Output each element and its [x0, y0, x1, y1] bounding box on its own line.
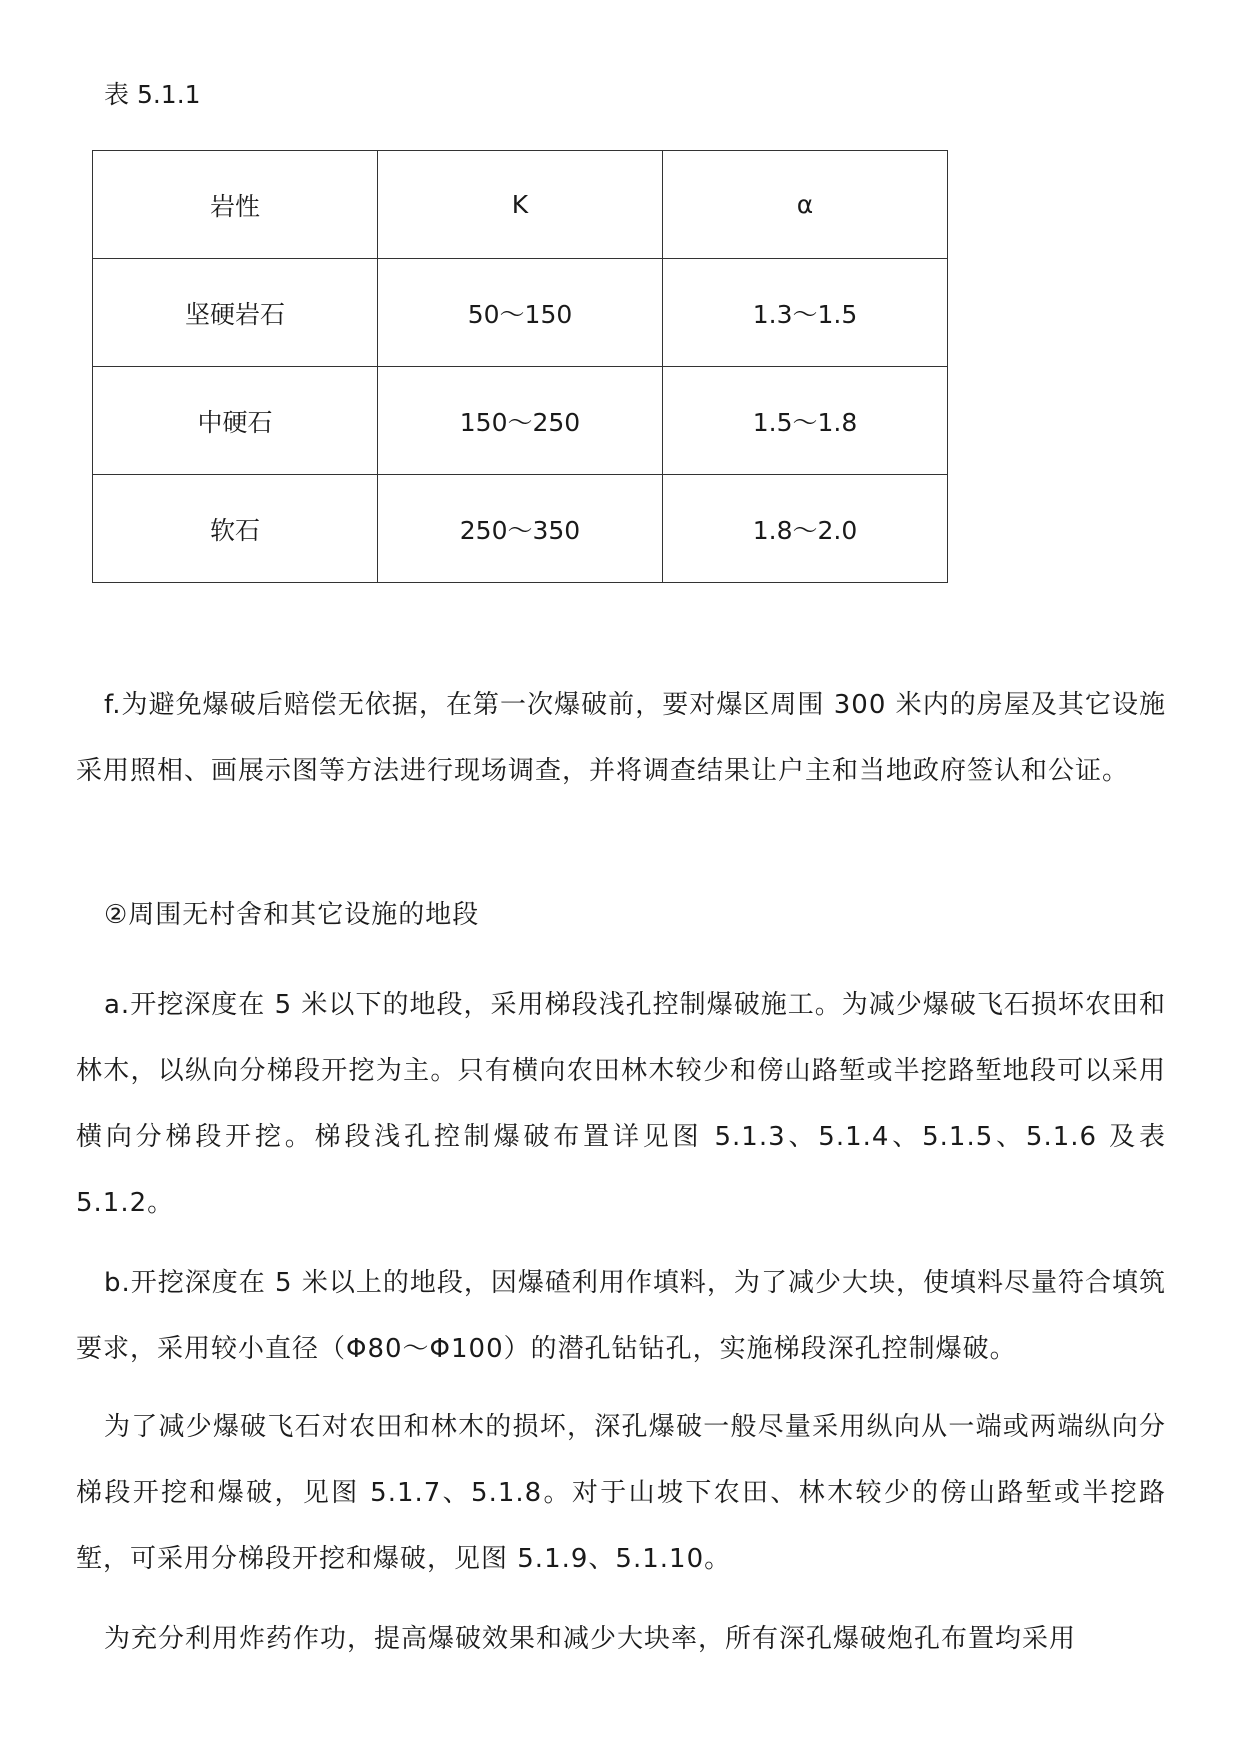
- paragraph-shallow-blasting: a.开挖深度在 5 米以下的地段，采用梯段浅孔控制爆破施工。为减少爆破飞石损坏农田和林木，以纵向分梯段开挖为主。只有横向农田林木较少和傍山路堑或半挖路堑地段可以采用横向分梯段开挖。梯段浅孔控制爆破布置详见图 5.1.3、5.1.4、5.1.5、5.1.6 及表 5.1.2。: [76, 990, 1166, 1218]
- header-rock-type: 岩性: [93, 151, 378, 259]
- paragraph-flyrock-reduction: 为了减少爆破飞石对农田和林木的损坏，深孔爆破一般尽量采用纵向从一端或两端纵向分梯段开挖和爆破，见图 5.1.7、5.1.8。对于山坡下农田、林木较少的傍山路堑或半挖路堑，可采用分梯段开挖和爆破，见图 5.1.9、5.1.10。: [76, 1412, 1166, 1574]
- table-cell-alpha: 1.3～1.5: [663, 259, 948, 367]
- table-header-row: [93, 151, 948, 259]
- table-cell-k: 150～250: [378, 367, 663, 475]
- table-cell-k: 50～150: [378, 259, 663, 367]
- table-cell-rock-type: 软石: [93, 475, 378, 583]
- paragraph-section-heading: ②周围无村舍和其它设施的地段: [104, 900, 480, 930]
- rock-parameter-table: [92, 150, 948, 583]
- table-cell-alpha: 1.5～1.8: [663, 367, 948, 475]
- header-k: K: [378, 151, 663, 259]
- table-cell-k: 250～350: [378, 475, 663, 583]
- paragraph-survey: f.为避免爆破后赔偿无依据，在第一次爆破前，要对爆区周围 300 米内的房屋及其它设施采用照相、画展示图等方法进行现场调查，并将调查结果让户主和当地政府签认和公证。: [76, 690, 1166, 786]
- table-cell-alpha: 1.8～2.0: [663, 475, 948, 583]
- paragraph-deep-blasting: b.开挖深度在 5 米以上的地段，因爆碴利用作填料，为了减少大块，使填料尽量符合填筑要求，采用较小直径（Φ80～Φ100）的潜孔钻钻孔，实施梯段深孔控制爆破。: [76, 1268, 1166, 1364]
- header-alpha: α: [663, 151, 948, 259]
- paragraph-charge-layout: 为充分利用炸药作功，提高爆破效果和减少大块率，所有深孔爆破炮孔布置均采用: [104, 1624, 1077, 1654]
- table-row: [93, 367, 948, 475]
- table-row: [93, 259, 948, 367]
- table-cell-rock-type: 坚硬岩石: [93, 259, 378, 367]
- table-cell-rock-type: 中硬石: [93, 367, 378, 475]
- table-row: [93, 475, 948, 583]
- table-caption: 表 5.1.1: [104, 80, 201, 109]
